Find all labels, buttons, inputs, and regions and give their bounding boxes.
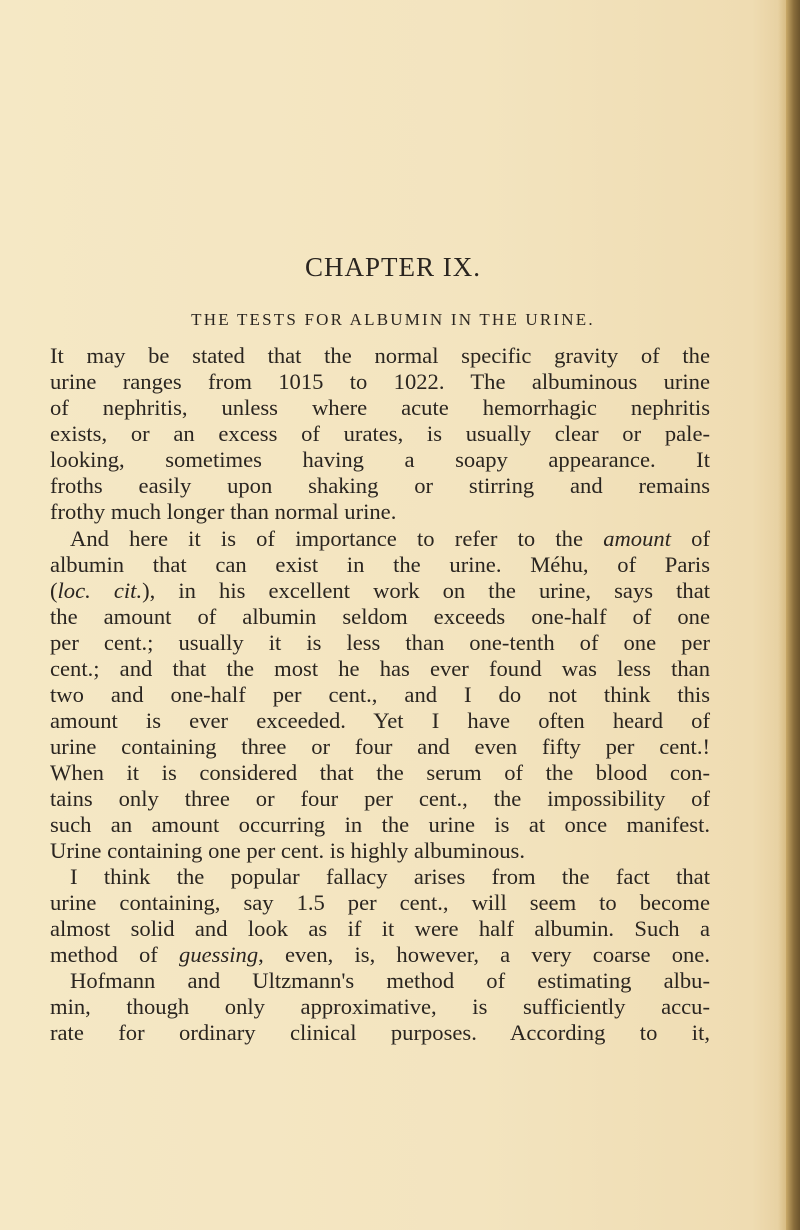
text-line: exists, or an excess of urates, is usually clear or pale- xyxy=(50,421,710,446)
text-line: per cent.; usually it is less than one-tenth of one per xyxy=(50,630,710,655)
text-line: of nephritis, unless where acute hemorrhagic nephritis xyxy=(50,395,710,420)
text-line: tains only three or four per cent., the impossibility of xyxy=(50,786,710,811)
text-line: (loc. cit.), in his excellent work on the urine, says that xyxy=(50,578,710,603)
text-line: method of guessing, even, is, however, a very coarse one. xyxy=(50,942,710,967)
text-line: And here it is of importance to refer to the amount of xyxy=(70,526,710,551)
text-line: cent.; and that the most he has ever found was less than xyxy=(50,656,710,681)
text-line: min, though only approximative, is sufficiently accu- xyxy=(50,994,710,1019)
text-line: urine containing, say 1.5 per cent., will seem to become xyxy=(50,890,710,915)
text-line: frothy much longer than normal urine. xyxy=(50,499,397,524)
page-edge-shadow xyxy=(778,0,786,1230)
text-line: the amount of albumin seldom exceeds one-half of one xyxy=(50,604,710,629)
text-line: amount is ever exceeded. Yet I have often heard of xyxy=(50,708,710,733)
text-line: almost solid and look as if it were half albumin. Such a xyxy=(50,916,710,941)
text-line: froths easily upon shaking or stirring and remains xyxy=(50,473,710,498)
text-line: two and one-half per cent., and I do not think this xyxy=(50,682,710,707)
text-line: rate for ordinary clinical purposes. According to it, xyxy=(50,1020,710,1045)
text-line: albumin that can exist in the urine. Méhu, of Paris xyxy=(50,552,710,577)
text-line: I think the popular fallacy arises from the fact that xyxy=(70,864,710,889)
text-line: looking, sometimes having a soapy appearance. It xyxy=(50,447,710,472)
text-line: such an amount occurring in the urine is at once manifest. xyxy=(50,812,710,837)
text-line: When it is considered that the serum of the blood con- xyxy=(50,760,710,785)
chapter-heading: CHAPTER IX. xyxy=(304,252,481,282)
page-edge xyxy=(786,0,800,1230)
text-line: Urine containing one per cent. is highly albuminous. xyxy=(50,838,525,863)
text-line: It may be stated that the normal specific gravity of the xyxy=(50,343,710,368)
text-line: urine containing three or four and even fifty per cent.! xyxy=(50,734,710,759)
chapter-title: THE TESTS FOR ALBUMIN IN THE URINE. xyxy=(191,310,595,329)
text-line: Hofmann and Ultzmann's method of estimating albu- xyxy=(70,968,710,993)
text-line: urine ranges from 1015 to 1022. The albuminous urine xyxy=(50,369,710,394)
